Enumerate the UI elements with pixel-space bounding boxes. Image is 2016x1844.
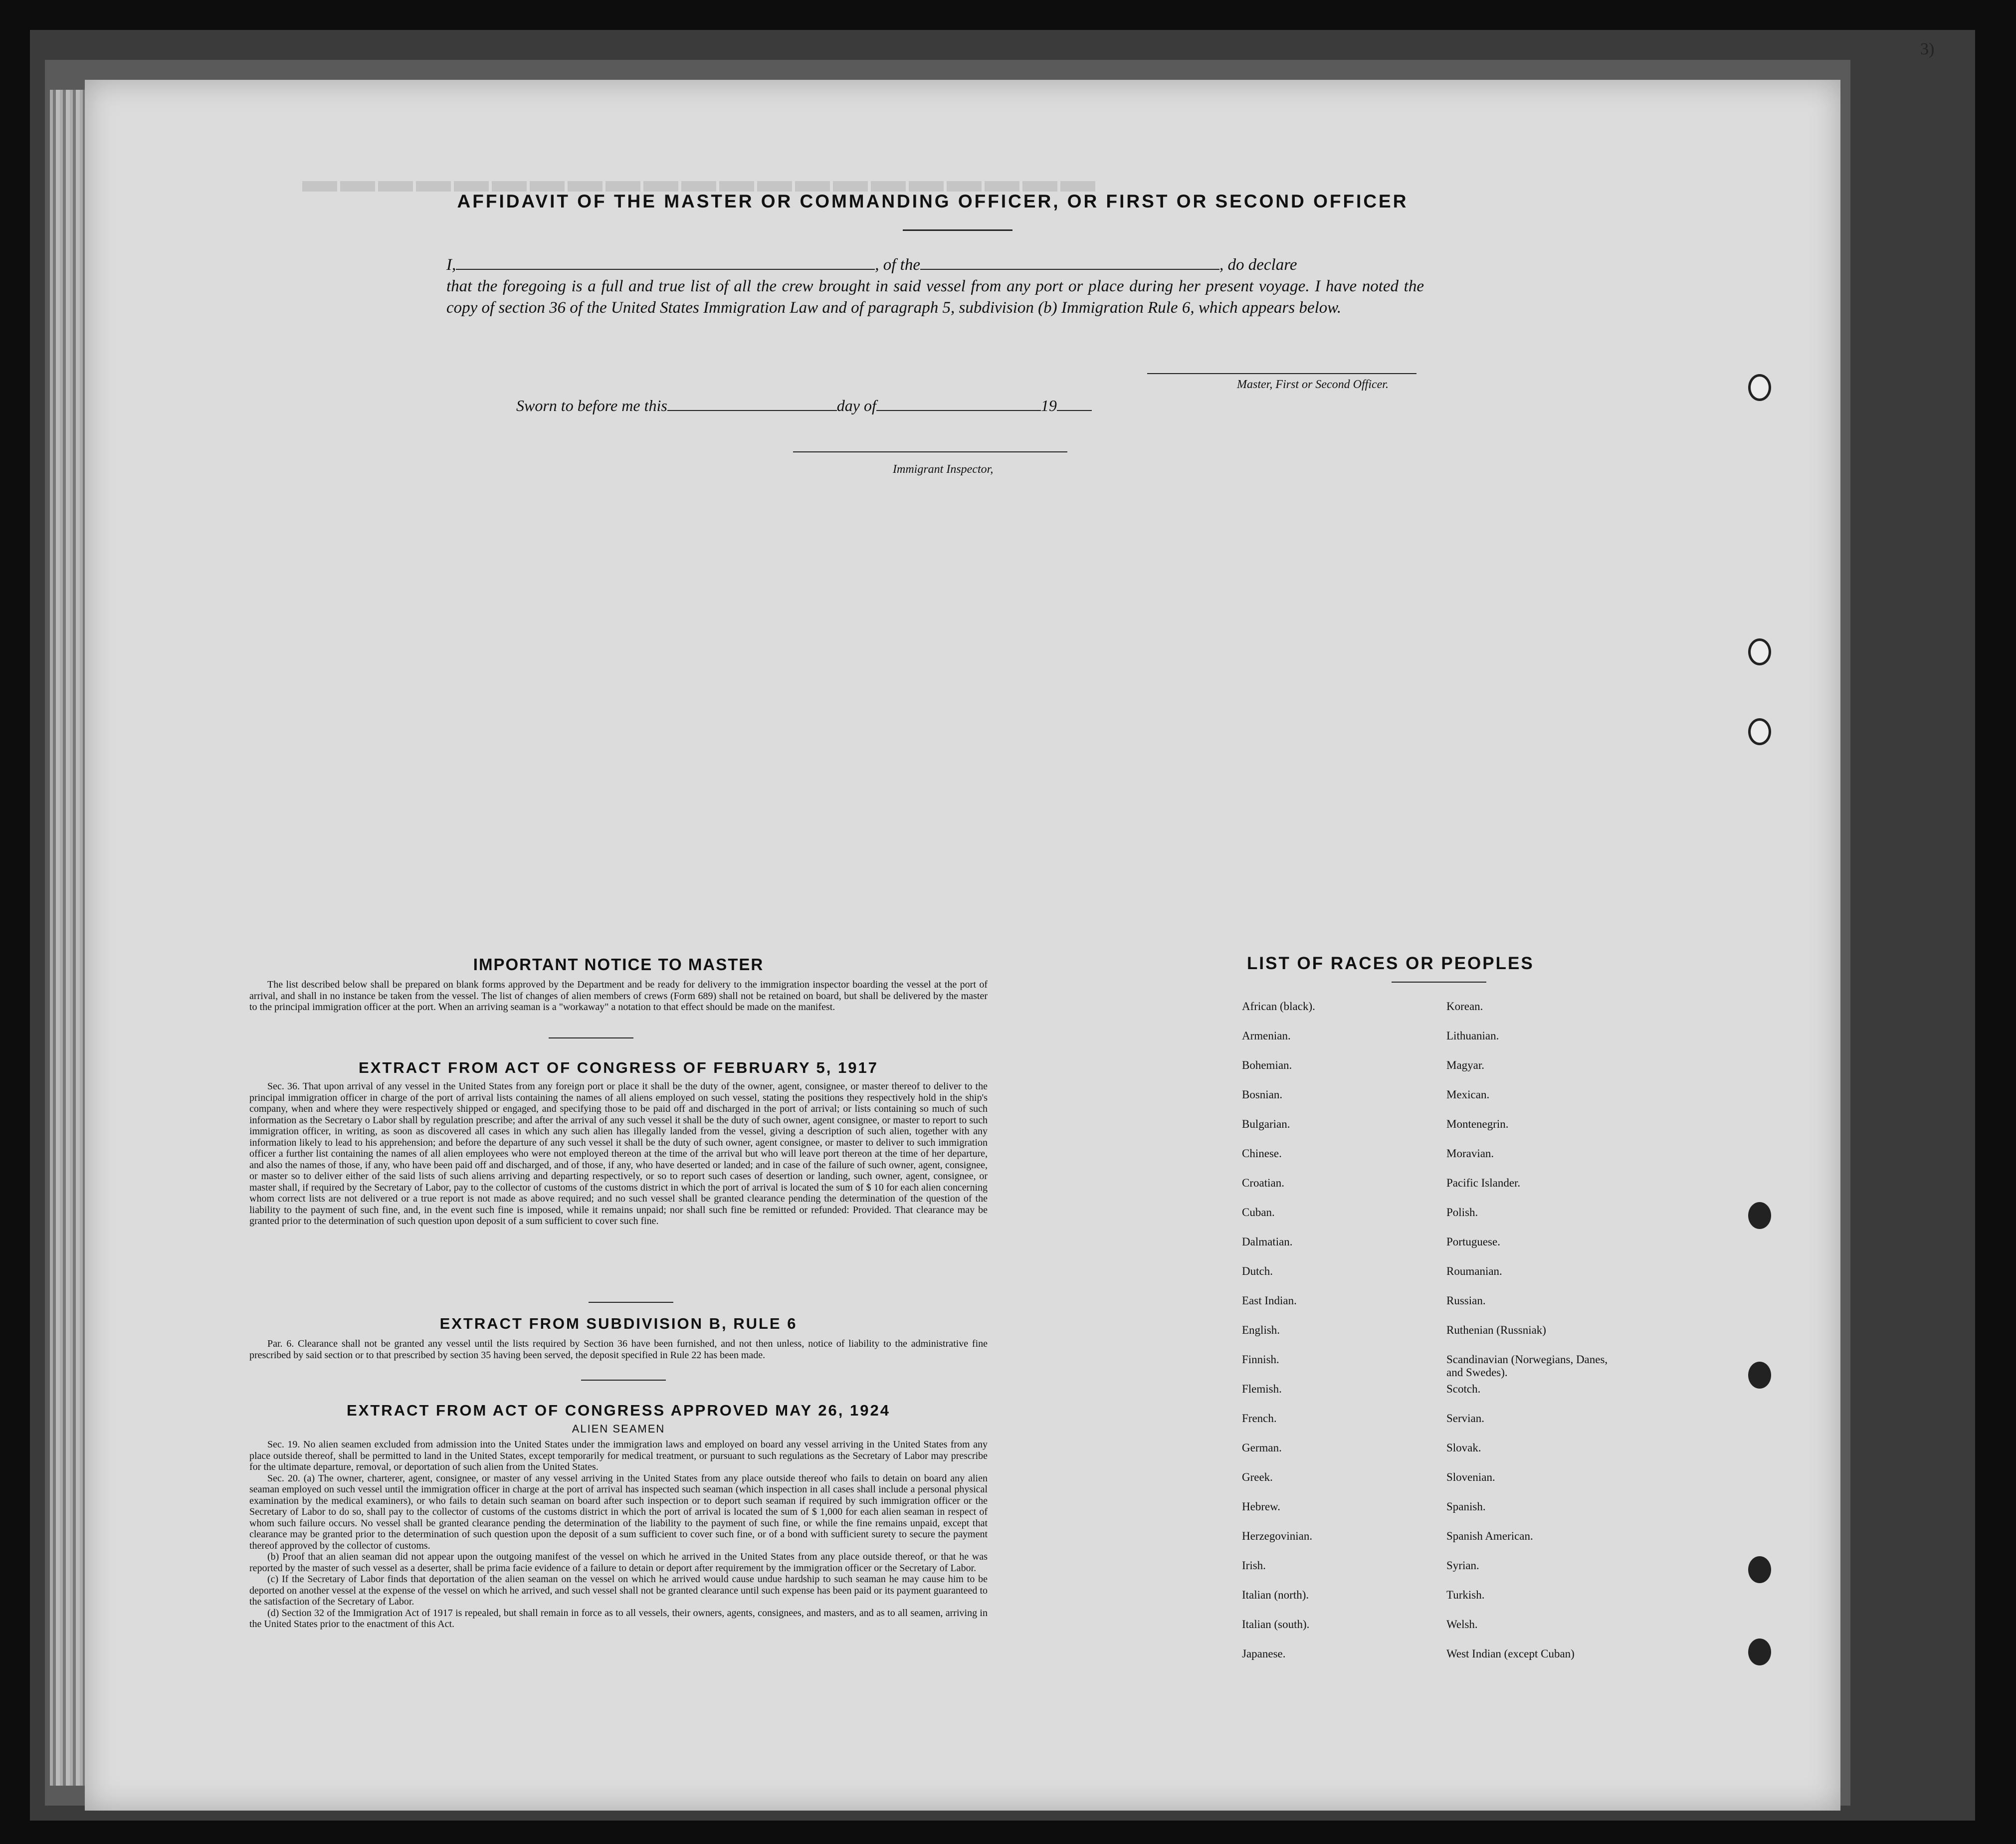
race-item: Irish. xyxy=(1242,1559,1266,1572)
race-item: English. xyxy=(1242,1324,1280,1336)
extract-1924-heading: EXTRACT FROM ACT OF CONGRESS APPROVED MAY 26, 1924 xyxy=(347,1402,890,1419)
alien-seamen-subheading: ALIEN SEAMEN xyxy=(572,1423,665,1435)
inspector-label: Immigrant Inspector, xyxy=(893,463,994,476)
master-label: Master, First or Second Officer. xyxy=(1237,378,1389,391)
vessel-blank xyxy=(920,269,1219,270)
affidavit-body xyxy=(446,254,1424,319)
binder-hole xyxy=(1748,638,1771,665)
stacked-page-edges xyxy=(50,90,85,1786)
affidavit-text: that the foregoing is a full and true list of all the crew brought in said vessel from any port or place during her present voyage. I have noted the copy of section 36 of the United States Immigration Law and of paragraph 5, subdivision (b) Immigration Rule 6, which appears below. xyxy=(446,277,1424,317)
affidavit-heading: AFFIDAVIT OF THE MASTER OR COMMANDING OFFICER, OR FIRST OR SECOND OFFICER xyxy=(457,191,1409,211)
races-heading-rule xyxy=(1392,982,1486,983)
section-rule xyxy=(581,1380,666,1381)
binder-hole xyxy=(1748,374,1771,401)
affidavit-first-line xyxy=(446,254,1424,276)
race-item: Herzegovinian. xyxy=(1242,1530,1313,1542)
races-left-column xyxy=(1242,1000,1315,1677)
section-rule xyxy=(549,1037,633,1038)
race-item: Hebrew. xyxy=(1242,1500,1281,1513)
race-item: Dutch. xyxy=(1242,1265,1273,1277)
binder-hole xyxy=(1748,1362,1771,1389)
race-item: Bohemian. xyxy=(1242,1059,1292,1071)
sworn-month-blank xyxy=(876,410,1041,411)
notice-heading: IMPORTANT NOTICE TO MASTER xyxy=(473,955,764,974)
race-item: Roumanian. xyxy=(1446,1265,1502,1277)
extract-1917-text xyxy=(249,1081,988,1227)
race-item: Chinese. xyxy=(1242,1147,1282,1160)
section-rule xyxy=(589,1302,673,1303)
race-item: Syrian. xyxy=(1446,1559,1479,1572)
race-item: African (black). xyxy=(1242,1000,1315,1013)
sworn-line xyxy=(516,397,1092,415)
sworn-label: Sworn to before me this xyxy=(516,397,667,414)
race-item: Bulgarian. xyxy=(1242,1118,1290,1130)
extract-1924-text xyxy=(249,1439,988,1630)
race-item: German. xyxy=(1242,1441,1282,1454)
race-item: Scandinavian (Norwegians, Danes, and Swedes). xyxy=(1446,1353,1608,1379)
section-19-paragraph: Sec. 19. No alien seamen excluded from admission into the United States under the immigration laws and employed on board any vessel arriving in the United States from any place outside thereof, shall be permitted to land in the United States, except temporarily for medical treatment, or pursuant to such regulations as the Secretary of Labor may prescribe for the ultimate departure, removal, or deportation of such alien from the United States. xyxy=(249,1439,988,1472)
section-20b-paragraph: (b) Proof that an alien seaman did not appear upon the outgoing manifest of the vessel on which he arrived in the United States from any place outside thereof, or that he was reported by the master of such vessel as a deserter, shall be prima facie evidence of a failure to detain or deport after requirement by the immigration officer or the Secretary of Labor. xyxy=(249,1551,988,1574)
binder-hole xyxy=(1748,1202,1771,1229)
race-item: Moravian. xyxy=(1446,1147,1494,1160)
race-item: Armenian. xyxy=(1242,1029,1291,1042)
sworn-day-blank xyxy=(667,410,837,411)
race-item: Spanish American. xyxy=(1446,1530,1533,1542)
race-item: Russian. xyxy=(1446,1294,1486,1307)
race-item: Spanish. xyxy=(1446,1500,1486,1513)
race-item: Polish. xyxy=(1446,1206,1478,1219)
binder-hole xyxy=(1748,1556,1771,1583)
page-mark: 3) xyxy=(1920,40,1935,58)
race-item: Slovak. xyxy=(1446,1441,1481,1454)
declare-label: , do declare xyxy=(1219,256,1297,274)
races-heading: LIST OF RACES OR PEOPLES xyxy=(1247,954,1534,973)
race-item: East Indian. xyxy=(1242,1294,1297,1307)
race-item: West Indian (except Cuban) xyxy=(1446,1647,1575,1660)
notice-paragraph: The list described below shall be prepared on blank forms approved by the Department and be ready for delivery to the immigration inspector boarding the vessel at the port of arrival, and shall in no instance be taken from the vessel. The list of changes of alien members of crews (Form 689) shall not be retained on board, but shall be delivered by the master to the principal immigration officer at the port. When an arriving seaman is a "workaway" a notation to that effect should be made on the manifest. xyxy=(249,979,988,1013)
race-item: Dalmatian. xyxy=(1242,1235,1293,1248)
extract-rule6-text xyxy=(249,1338,988,1361)
race-item: Scotch. xyxy=(1446,1383,1481,1395)
extract-rule6-heading: EXTRACT FROM SUBDIVISION B, RULE 6 xyxy=(439,1315,798,1332)
race-item: Slovenian. xyxy=(1446,1471,1495,1483)
race-item: Finnish. xyxy=(1242,1353,1279,1366)
binder-hole xyxy=(1748,1639,1771,1665)
section-20a-paragraph: Sec. 20. (a) The owner, charterer, agent, consignee, or master of any vessel arriving in the United States from any place outside thereof who fails to detain on board any alien seaman employed on such vessel until the immigration officer in charge at the port of arrival has inspected such seaman (which inspection in all cases shall include a personal physical examination by the medical examiners), or who fails to detain such seaman on board after such inspection or to deport such seaman if required by such immigration officer or the Secretary of Labor to do so, shall pay to the collector of customs of the customs district in which the port of arrival is located the sum of $ 1,000 for each alien seaman in respect of whom such failure occurs. No vessel shall be granted clearance pending the determination of the liability to the payment of such fine, or while the fine remains unpaid, except that clearance may be granted prior to the determination of such question upon the deposit of a sum sufficient to cover such fine, or of a bond with sufficient surety to secure the payment thereof approved by the collector of customs. xyxy=(249,1472,988,1551)
race-item: Korean. xyxy=(1446,1000,1483,1013)
paragraph-6: Par. 6. Clearance shall not be granted any vessel until the lists required by Section 36 have been furnished, and not then unless, notice of liability to the administrative fine prescribed by said section or to that prescribed by section 35 having been served, the deposit specified in Rule 22 has been made. xyxy=(249,1338,988,1361)
race-item: Servian. xyxy=(1446,1412,1485,1425)
bleed-through: ▬▬▬▬▬▬▬▬▬▬▬▬▬▬▬▬▬▬▬▬▬ xyxy=(299,160,1095,199)
day-of-label: day of xyxy=(836,397,876,414)
race-item: Flemish. xyxy=(1242,1383,1282,1395)
race-item: Croatian. xyxy=(1242,1177,1284,1189)
extract-1917-heading: EXTRACT FROM ACT OF CONGRESS OF FEBRUARY 5, 1917 xyxy=(359,1059,878,1076)
race-item: Montenegrin. xyxy=(1446,1118,1509,1130)
section-20c-paragraph: (c) If the Secretary of Labor finds that deportation of the alien seaman on the vessel on which he arrived would cause undue hardship to such seaman he may cause him to be deported on another vessel at the expense of the vessel on which he arrived, and such vessel shall not be granted clearance until such expense has been paid or its payment guaranteed to the satisfaction of the Secretary of Labor. xyxy=(249,1574,988,1607)
section-36-paragraph: Sec. 36. That upon arrival of any vessel in the United States from any foreign port or place it shall be the duty of the owner, agent, consignee, or master thereof to deliver to the principal immigration officer in charge of the port of arrival lists containing the names of all aliens employed on such vessel, stating the positions they respectively hold in the ship's company, when and where they were respectively shipped or engaged, and specifying those to be paid off and discharged in the port of arrival; or lists containing so much of such information as the Secretary o Labor shall by regulation prescribe; and after the arrival of any such vessel it shall be the duty of such owner, agent consignee, or master to report to such immigration officer, in writing, as soon as discovered all cases in which any such alien has illegally landed from the vessel, giving a description of such alien, together with any information likely to lead to his apprehension; and before the departure of any such vessel it shall be the duty of such owner, agent consignee, or master to deliver to such immigration officer a further list containing the names of all alien employees who were not employed thereon at the time of the arrival but who will leave port thereon at the time of her departure, and also the names of those, if any, who have been paid off and discharged, and of those, if any, who have deserted or landed; and in case of the failure of such owner, agent, consignee, or master so to deliver either of the said lists of such aliens arriving and departing respectively, or so to report such cases of desertion or landing, such owner, agent, consignee, or master shall, if required by the Secretary of Labor, pay to the collector of customs of the customs district in which the port of arrival is located the sum of $ 10 for each alien concerning whom correct lists are not delivered or a true report is not made as above required; and no such vessel shall be granted clearance pending the determination of the question of the liability to the payment of such fine, and, in the event such fine is imposed, while it remains unpaid; nor shall such fine be remitted or refunded: Provided. That clearance may be granted prior to the determination of such question upon deposit of a sum sufficient to cover such fine. xyxy=(249,1081,988,1227)
races-right-column xyxy=(1446,1000,1626,1677)
notice-text xyxy=(249,979,988,1013)
of-the-label: , of the xyxy=(875,256,920,274)
race-item: Ruthenian (Russniak) xyxy=(1446,1324,1546,1336)
race-item: Greek. xyxy=(1242,1471,1273,1483)
race-item: Italian (south). xyxy=(1242,1618,1310,1631)
race-item: Japanese. xyxy=(1242,1647,1286,1660)
i-label: I, xyxy=(446,256,456,274)
race-item: Portuguese. xyxy=(1446,1235,1500,1248)
race-item: Cuban. xyxy=(1242,1206,1275,1219)
name-blank xyxy=(456,269,875,270)
race-item: Italian (north). xyxy=(1242,1589,1309,1601)
race-item: Pacific Islander. xyxy=(1446,1177,1521,1189)
race-item: French. xyxy=(1242,1412,1277,1425)
race-item: Magyar. xyxy=(1446,1059,1485,1071)
year-label: 19 xyxy=(1040,397,1057,414)
heading-rule xyxy=(903,229,1012,231)
race-item: Welsh. xyxy=(1446,1618,1478,1631)
inspector-signature-line xyxy=(793,451,1067,452)
race-item: Turkish. xyxy=(1446,1589,1485,1601)
binder-hole xyxy=(1748,718,1771,745)
race-item: Lithuanian. xyxy=(1446,1029,1499,1042)
master-signature-line xyxy=(1147,373,1416,374)
race-item: Mexican. xyxy=(1446,1088,1490,1101)
section-20d-paragraph: (d) Section 32 of the Immigration Act of 1917 is repealed, but shall remain in force as to all vessels, their owners, agents, consignees, and masters, and as to all seamen, arriving in the United States prior to the enactment of this Act. xyxy=(249,1607,988,1630)
race-item: Bosnian. xyxy=(1242,1088,1283,1101)
sworn-year-blank xyxy=(1057,410,1092,411)
